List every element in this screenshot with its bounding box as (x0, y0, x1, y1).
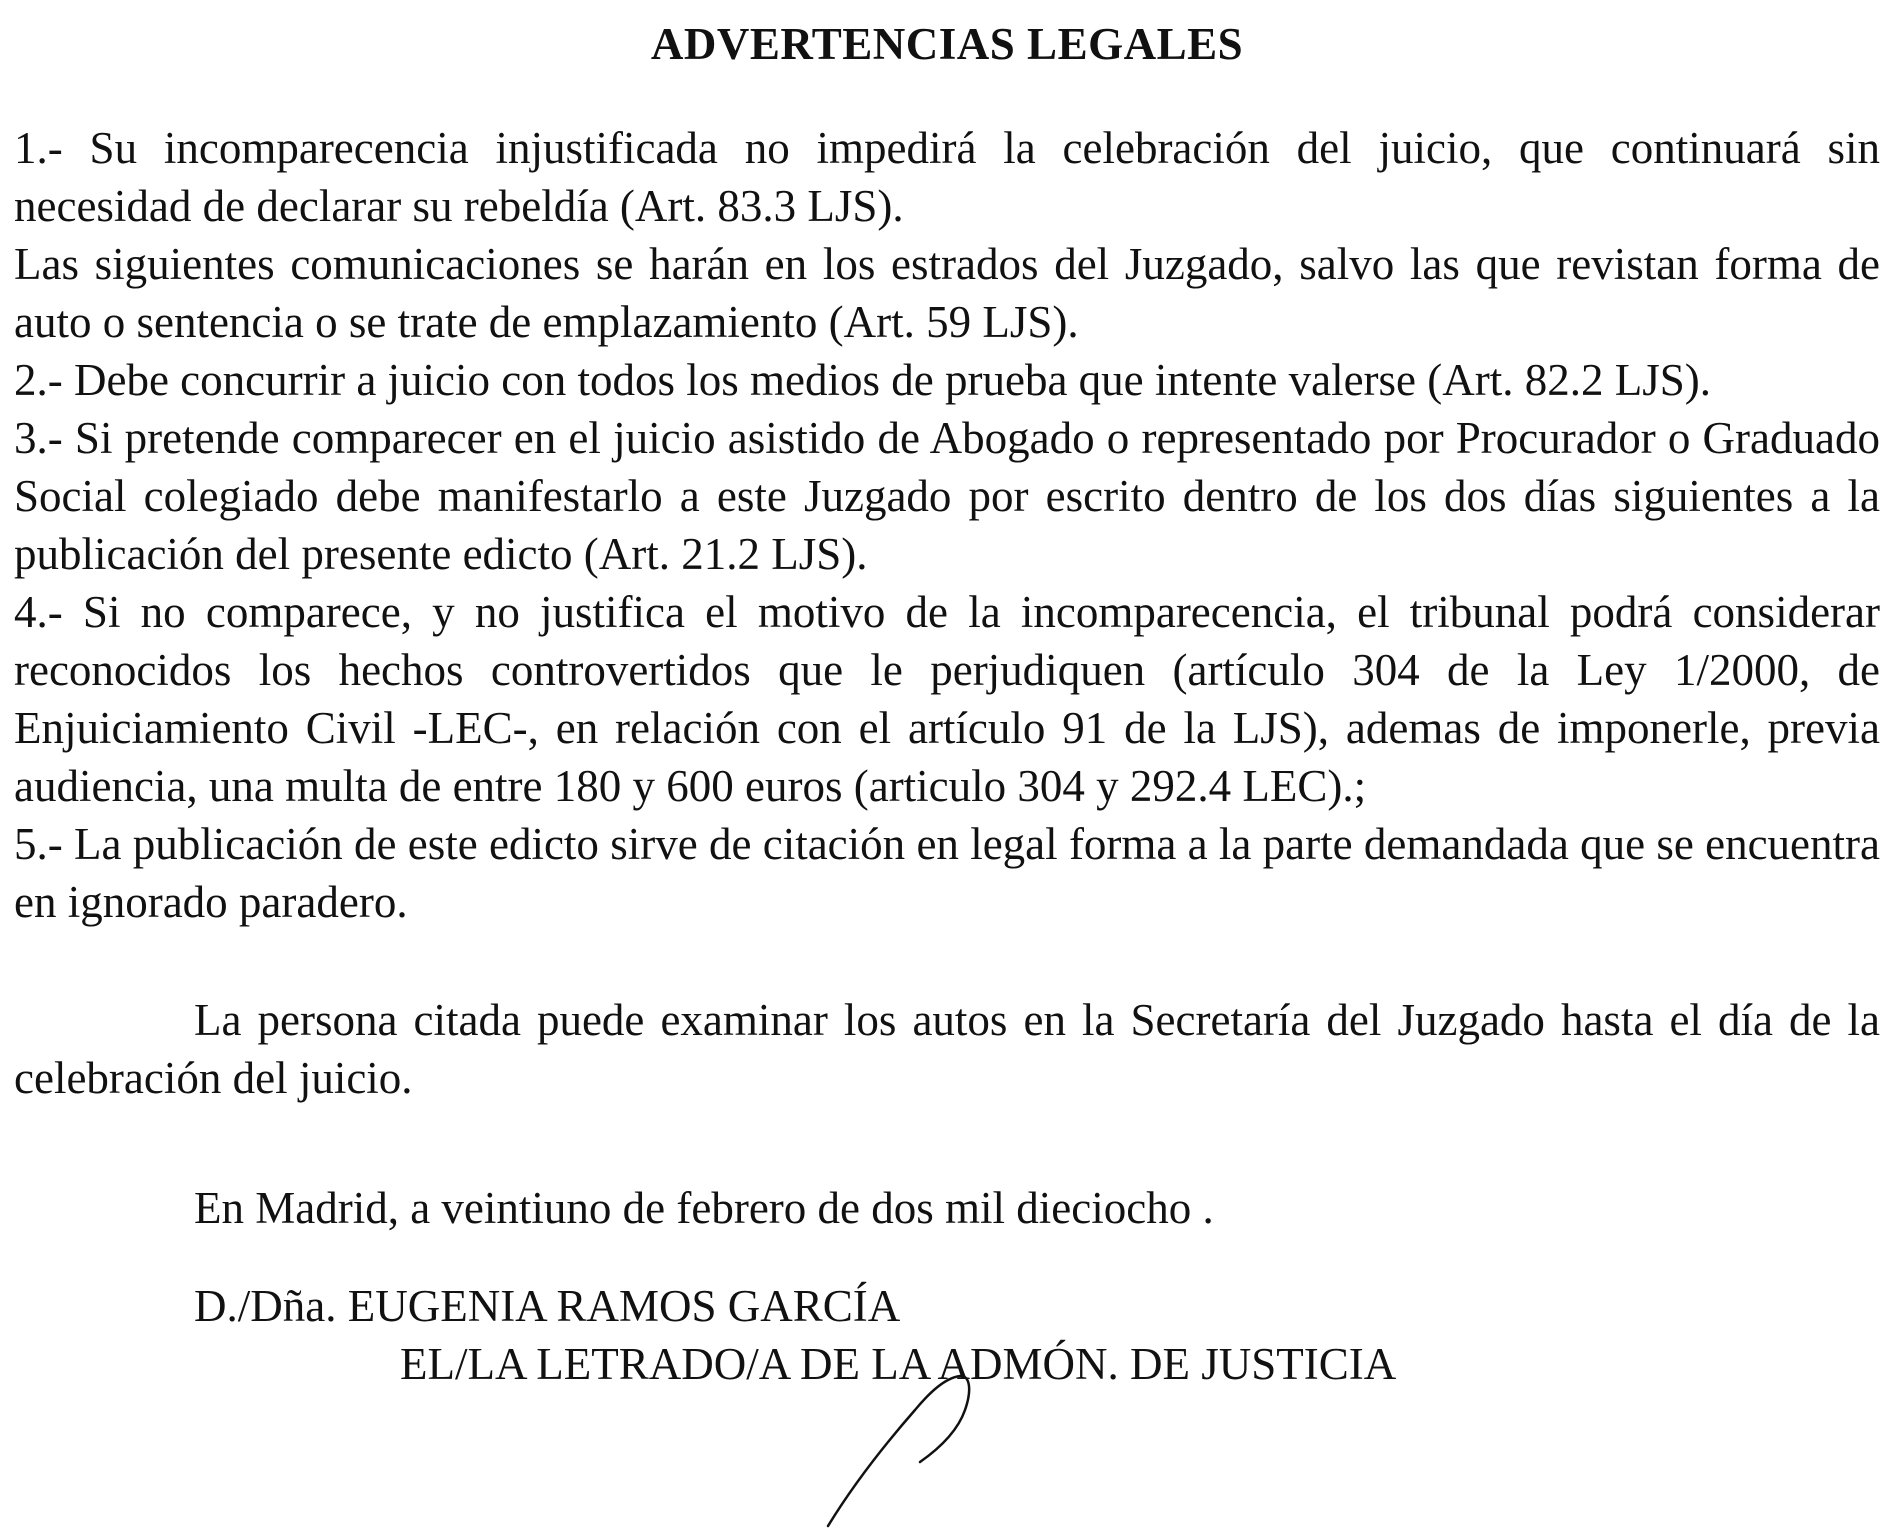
warning-1: 1.- Su incomparecencia injustificada no impedirá la celebración del juicio, que continuará sin necesidad de declarar su rebeldía (Art. 83.3 LJS). (14, 123, 1880, 231)
document-title: ADVERTENCIAS LEGALES (650, 19, 1244, 69)
communications-note: Las siguientes comunicaciones se harán en los estrados del Juzgado, salvo las que revistan forma de auto o sentencia o se trate de emplazamiento (Art. 59 LJS). (14, 239, 1880, 347)
date-line: En Madrid, a veintiuno de febrero de dos mil dieciocho . (194, 1183, 1214, 1233)
warning-2: 2.- Debe concurrir a juicio con todos los medios de prueba que intente valerse (Art. 82.2 LJS). (14, 355, 1712, 405)
legal-warnings-list (14, 119, 1880, 931)
warning-3: 3.- Si pretende comparecer en el juicio asistido de Abogado o representado por Procurador o Graduado Social colegiado debe manifestarlo a este Juzgado por escrito dentro de los dos días siguientes a la publicación del presente edicto (Art. 21.2 LJS). (14, 413, 1880, 579)
warning-5: 5.- La publicación de este edicto sirve de citación en legal forma a la parte demandada que se encuentra en ignorado paradero. (14, 819, 1880, 927)
signatory-role: EL/LA LETRADO/A DE LA ADMÓN. DE JUSTICIA (400, 1339, 1397, 1389)
document-page (14, 0, 1880, 1528)
examination-notice: La persona citada puede examinar los autos en la Secretaría del Juzgado hasta el día de la celebración del juicio. (14, 995, 1880, 1103)
warning-4: 4.- Si no comparece, y no justifica el motivo de la incomparecencia, el tribunal podrá considerar reconocidos los hechos controvertidos que le perjudiquen (artículo 304 de la Ley 1/2000, de Enjuiciamiento Civil -LEC-, en relación con el artículo 91 de la LJS), ademas de imponerle, previa audiencia, una multa de entre 180 y 600 euros (articulo 304 y 292.4 LEC).; (14, 587, 1880, 811)
signatory-name: D./Dña. EUGENIA RAMOS GARCÍA (194, 1281, 901, 1331)
